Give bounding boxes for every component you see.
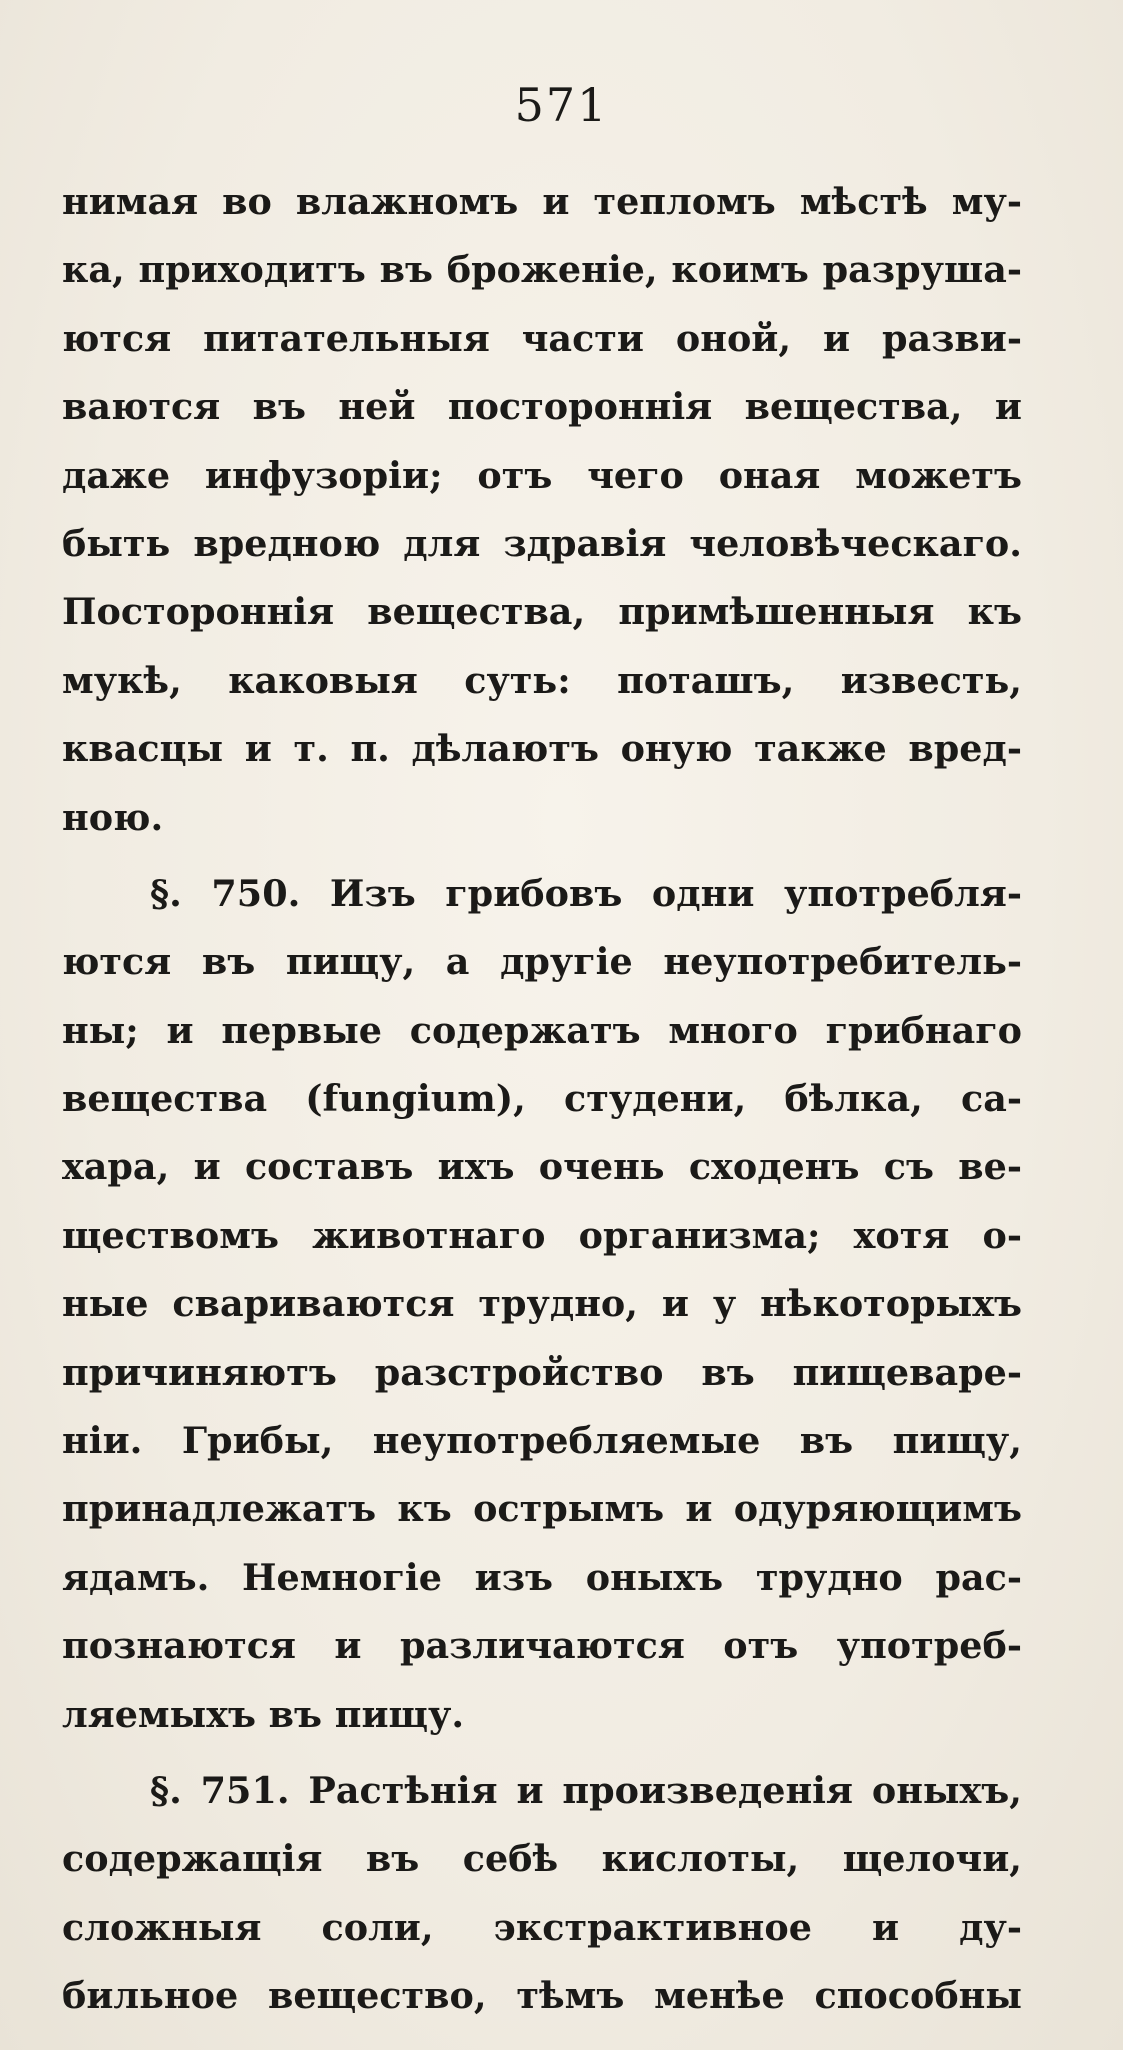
text-line: ществомъ животнаго организма; хотя о- — [62, 1213, 1022, 1257]
paragraph-1 — [62, 168, 1022, 852]
text-line: сложныя соли, экстрактивное и ду- — [62, 1905, 1022, 1949]
text-line: ны; и первые содержатъ много грибнаго — [62, 1008, 1022, 1052]
text-line: мукѣ, каковыя суть: поташъ, известь, — [62, 658, 1022, 702]
text-line: ляемыхъ въ пищу. — [62, 1692, 465, 1736]
text-line: вещества (fungium), студени, бѣлка, са- — [62, 1077, 1022, 1121]
text-line: нимая во влажномъ и тепломъ мѣстѣ му- — [62, 180, 1022, 223]
text-line: ются въ пищу, а другіе неупотребитель- — [62, 940, 1022, 984]
paragraph-section-751 — [62, 1757, 1022, 2031]
text-line: ные свариваются трудно, и у нѣкоторыхъ — [62, 1282, 1022, 1326]
text-line: ка, приходитъ въ броженіе, коимъ разруша- — [62, 248, 1022, 292]
text-line: содержащія въ себѣ кислоты, щелочи, — [62, 1837, 1022, 1881]
text-line: бильное вещество, тѣмъ менѣе способны — [62, 1974, 1022, 2018]
text-line: ною. — [62, 795, 164, 839]
text-line: ядамъ. Немногіе изъ оныхъ трудно рас- — [62, 1555, 1022, 1599]
text-line: хара, и составъ ихъ очень сходенъ съ ве- — [62, 1145, 1022, 1189]
text-line: ваются въ ней постороннія вещества, и — [62, 385, 1022, 429]
text-line: Постороннія вещества, примѣшенныя къ — [62, 590, 1022, 634]
page-text — [62, 168, 1022, 2031]
page-number: 571 — [514, 78, 609, 132]
text-line: ются питательныя части оной, и разви- — [62, 316, 1022, 360]
text-line: §. 750. Изъ грибовъ одни употребля- — [150, 871, 1022, 915]
text-line: принадлежатъ къ острымъ и одуряющимъ — [62, 1487, 1022, 1531]
text-line: §. 751. Растѣнія и произведенія оныхъ, — [150, 1768, 1022, 1812]
paragraph-section-750 — [62, 860, 1022, 1749]
text-line: причиняютъ разстройство въ пищеваре- — [62, 1350, 1022, 1394]
text-line: быть вредною для здравія человѣческаго. — [62, 521, 1022, 565]
text-line: познаются и различаются отъ употреб- — [62, 1624, 1022, 1668]
text-line: квасцы и т. п. дѣлаютъ оную также вред- — [62, 727, 1022, 771]
text-line: даже инфузоріи; отъ чего оная можетъ — [62, 453, 1022, 497]
text-line: ніи. Грибы, неупотребляемые въ пищу, — [62, 1419, 1022, 1463]
